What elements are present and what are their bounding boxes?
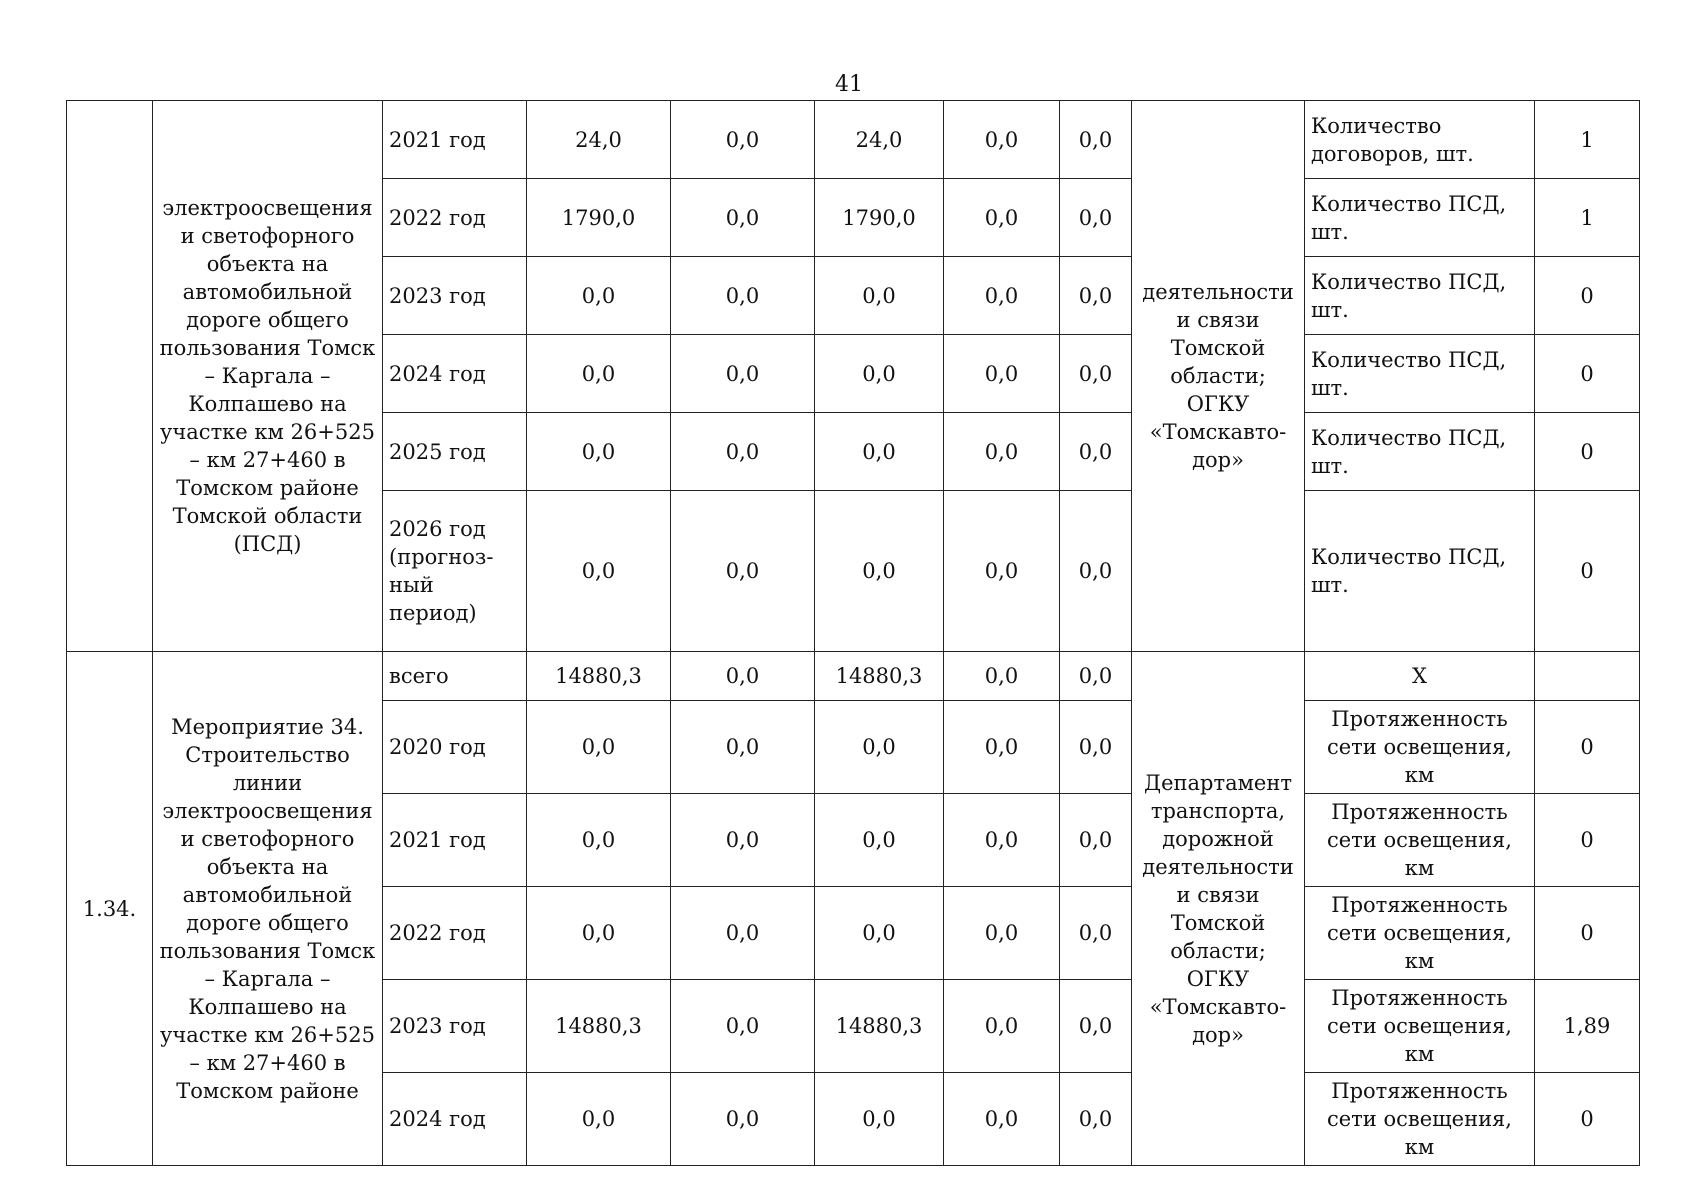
total-cell: 0,0 [527,335,671,413]
year-cell: 2021 год [383,794,527,887]
measure-cell: Мероприятие 34. Строительство линии электроосвещения и светофорного объекта на автомобильной дороге общего пользования Томск – Каргала – Колпашево на участке км 26+525 – км 27+460 в Томском районе [153,652,383,1166]
indicator-cell: Количество ПСД, шт. [1305,491,1535,652]
local-cell: 0,0 [944,701,1060,794]
federal-cell: 0,0 [671,1073,815,1166]
value-cell: 0 [1535,1073,1640,1166]
local-cell: 0,0 [944,887,1060,980]
indicator-cell: Количество договоров, шт. [1305,101,1535,179]
year-cell: 2023 год [383,980,527,1073]
indicator-cell: Протяженность сети освещения, км [1305,701,1535,794]
other-cell: 0,0 [1060,794,1132,887]
total-cell: 14880,3 [527,652,671,701]
local-cell: 0,0 [944,413,1060,491]
program-table [66,100,1640,1166]
local-cell: 0,0 [944,179,1060,257]
regional-cell: 0,0 [815,335,944,413]
federal-cell: 0,0 [671,491,815,652]
total-cell: 14880,3 [527,980,671,1073]
year-cell: 2024 год [383,335,527,413]
indicator-cell: Количество ПСД, шт. [1305,257,1535,335]
indicator-cell: Протяженность сети освещения, км [1305,980,1535,1073]
total-cell: 0,0 [527,701,671,794]
federal-cell: 0,0 [671,179,815,257]
table-row [67,652,1640,701]
other-cell: 0,0 [1060,652,1132,701]
local-cell: 0,0 [944,794,1060,887]
year-cell: 2023 год [383,257,527,335]
other-cell: 0,0 [1060,491,1132,652]
total-cell: 0,0 [527,413,671,491]
regional-cell: 14880,3 [815,652,944,701]
federal-cell: 0,0 [671,335,815,413]
local-cell: 0,0 [944,257,1060,335]
federal-cell: 0,0 [671,887,815,980]
regional-cell: 0,0 [815,491,944,652]
indicator-cell: Количество ПСД, шт. [1305,335,1535,413]
regional-cell: 24,0 [815,101,944,179]
value-cell: 0 [1535,491,1640,652]
executor-cell: деятельности и связи Томской области; ОГКУ «Томскавто-дор» [1132,101,1305,652]
year-cell: 2022 год [383,887,527,980]
indicator-cell: Х [1305,652,1535,701]
total-cell: 1790,0 [527,179,671,257]
local-cell: 0,0 [944,1073,1060,1166]
year-cell: 2020 год [383,701,527,794]
value-cell: 0 [1535,257,1640,335]
other-cell: 0,0 [1060,980,1132,1073]
total-cell: 0,0 [527,794,671,887]
indicator-cell: Количество ПСД, шт. [1305,179,1535,257]
regional-cell: 0,0 [815,257,944,335]
indicator-cell: Количество ПСД, шт. [1305,413,1535,491]
other-cell: 0,0 [1060,179,1132,257]
total-cell: 0,0 [527,257,671,335]
other-cell: 0,0 [1060,101,1132,179]
federal-cell: 0,0 [671,701,815,794]
other-cell: 0,0 [1060,335,1132,413]
federal-cell: 0,0 [671,980,815,1073]
regional-cell: 0,0 [815,701,944,794]
value-cell: 0 [1535,335,1640,413]
other-cell: 0,0 [1060,413,1132,491]
local-cell: 0,0 [944,335,1060,413]
federal-cell: 0,0 [671,794,815,887]
federal-cell: 0,0 [671,652,815,701]
year-cell: 2025 год [383,413,527,491]
regional-cell: 1790,0 [815,179,944,257]
value-cell: 1 [1535,179,1640,257]
local-cell: 0,0 [944,980,1060,1073]
year-cell: всего [383,652,527,701]
other-cell: 0,0 [1060,257,1132,335]
regional-cell: 0,0 [815,887,944,980]
indicator-cell: Протяженность сети освещения, км [1305,794,1535,887]
other-cell: 0,0 [1060,701,1132,794]
total-cell: 0,0 [527,491,671,652]
year-cell: 2022 год [383,179,527,257]
page-number: 41 [835,72,863,97]
year-cell: 2026 год (прогноз-ный период) [383,491,527,652]
measure-number-cell: 1.34. [67,652,153,1166]
total-cell: 0,0 [527,887,671,980]
table-row [67,101,1640,179]
other-cell: 0,0 [1060,1073,1132,1166]
value-cell: 0 [1535,413,1640,491]
federal-cell: 0,0 [671,101,815,179]
value-cell [1535,652,1640,701]
regional-cell: 14880,3 [815,980,944,1073]
indicator-cell: Протяженность сети освещения, км [1305,887,1535,980]
total-cell: 0,0 [527,1073,671,1166]
indicator-cell: Протяженность сети освещения, км [1305,1073,1535,1166]
local-cell: 0,0 [944,652,1060,701]
regional-cell: 0,0 [815,413,944,491]
value-cell: 1,89 [1535,980,1640,1073]
year-cell: 2021 год [383,101,527,179]
regional-cell: 0,0 [815,794,944,887]
value-cell: 1 [1535,101,1640,179]
total-cell: 24,0 [527,101,671,179]
local-cell: 0,0 [944,101,1060,179]
measure-cell: электроосвещения и светофорного объекта на автомобильной дороге общего пользования Томск – Каргала – Колпашево на участке км 26+525 – км 27+460 в Томском районе Томской области (ПСД) [153,101,383,652]
year-cell: 2024 год [383,1073,527,1166]
federal-cell: 0,0 [671,257,815,335]
number-cell [67,101,153,652]
regional-cell: 0,0 [815,1073,944,1166]
other-cell: 0,0 [1060,887,1132,980]
federal-cell: 0,0 [671,413,815,491]
value-cell: 0 [1535,887,1640,980]
value-cell: 0 [1535,794,1640,887]
executor-cell: Департамент транспорта, дорожной деятельности и связи Томской области; ОГКУ «Томскавто-дор» [1132,652,1305,1166]
local-cell: 0,0 [944,491,1060,652]
value-cell: 0 [1535,701,1640,794]
